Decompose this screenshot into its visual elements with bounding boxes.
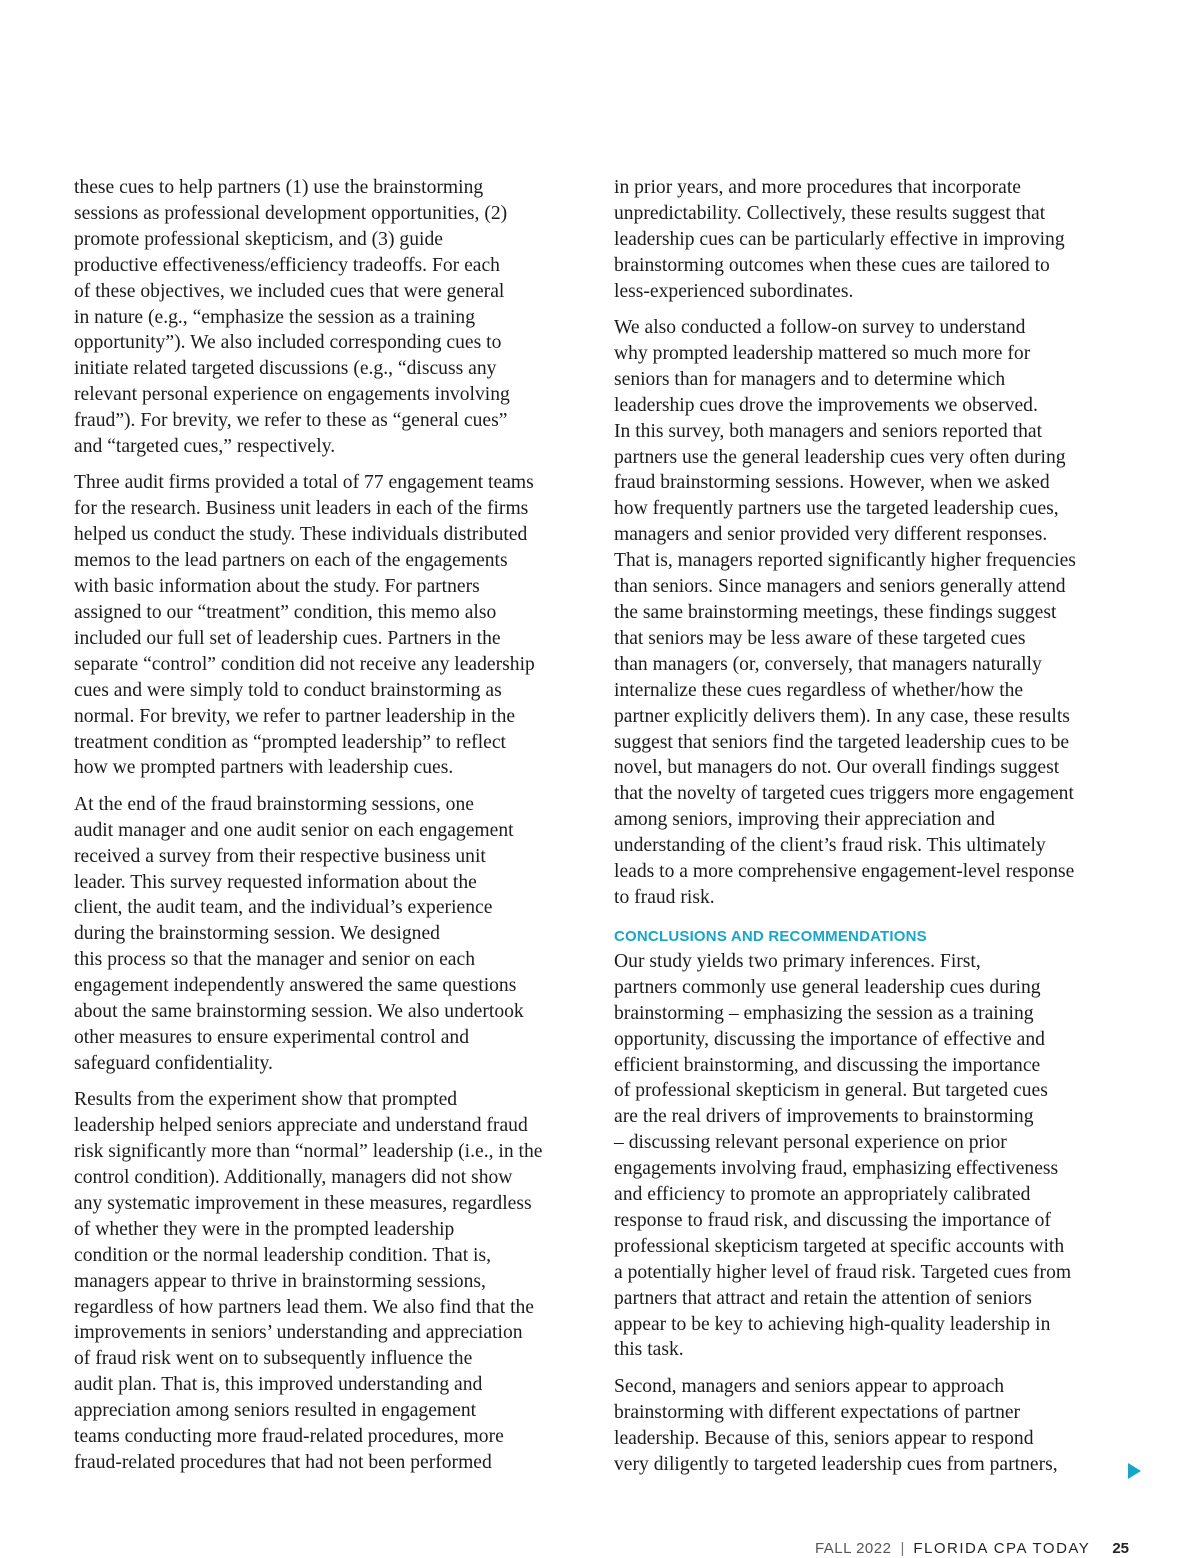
text-line: normal. For brevity, we refer to partner leadership in the [74,705,516,727]
text-line: less-experienced subordinates. [614,280,854,302]
text-line: leader. This survey requested information about the [74,871,477,893]
right-column-bottom [614,949,1136,1478]
text-line: engagements involving fraud, emphasizing effectiveness [614,1158,1059,1180]
text-line: fraud-related procedures that had not been performed [74,1452,492,1473]
text-line: with basic information about the study. For partners [74,576,480,598]
text-line: improvements in seniors’ understanding and appreciation [74,1322,523,1344]
text-line: Results from the experiment show that prompted [74,1089,458,1111]
text-line: leads to a more comprehensive engagement-level response [614,861,1075,883]
text-line: during the brainstorming session. We designed [74,923,440,945]
text-line: cues and were simply told to conduct brainstorming as [74,679,502,701]
page-footer [815,1540,1129,1557]
right-column [614,175,1136,1488]
text-line: partner explicitly delivers them). In any case, these results [614,705,1070,727]
text-line: helped us conduct the study. These individuals distributed [74,524,528,546]
text-line: of these objectives, we included cues that were general [74,280,505,302]
text-line: that the novelty of targeted cues triggers more engagement [614,783,1074,805]
text-line: than seniors. Since managers and seniors generally attend [614,576,1066,598]
paragraph [74,792,596,1077]
section-heading: CONCLUSIONS AND RECOMMENDATIONS [614,927,927,945]
text-line: in nature (e.g., “emphasize the session as a training [74,306,475,328]
text-line: this task. [614,1339,684,1361]
footer-separator: | [900,1540,905,1557]
text-line: other measures to ensure experimental control and [74,1027,469,1048]
text-line: in prior years, and more procedures that incorporate [614,177,1021,198]
page-number: 25 [1112,1540,1129,1557]
text-line: suggest that seniors find the targeted leadership cues to be [614,731,1070,753]
text-line: – discussing relevant personal experience on prior [614,1132,1007,1154]
text-line: We also conducted a follow-on survey to understand [614,317,1026,339]
text-line: treatment condition as “prompted leadership” to reflect [74,731,506,753]
paragraph [614,315,1136,911]
text-line: assigned to our “treatment” condition, this memo also [74,602,497,623]
text-line: partners that attract and retain the attention of seniors [614,1287,1032,1309]
text-line: client, the audit team, and the individual’s experience [74,897,493,919]
text-line: response to fraud risk, and discussing the importance of [614,1209,1051,1231]
text-line: to fraud risk. [614,886,715,908]
text-line: fraud brainstorming sessions. However, when we asked [614,472,1050,494]
left-column [74,175,596,1486]
paragraph [614,949,1136,1364]
text-line: than managers (or, conversely, that managers naturally [614,653,1042,675]
text-line: Our study yields two primary inferences. First, [614,950,981,972]
text-line: very diligently to targeted leadership cues from partners, [614,1453,1058,1475]
text-line: productive effectiveness/efficiency tradeoffs. For each [74,254,500,276]
text-line: teams conducting more fraud-related procedures, more [74,1426,504,1448]
text-line: audit manager and one audit senior on each engagement [74,819,514,841]
text-line: brainstorming – emphasizing the session as a training [614,1002,1034,1024]
text-line: Second, managers and seniors appear to approach [614,1375,1005,1397]
text-line: unpredictability. Collectively, these results suggest that [614,202,1046,224]
text-line: leadership helped seniors appreciate and understand fraud [74,1115,528,1137]
text-line: safeguard confidentiality. [74,1052,273,1074]
text-line: and “targeted cues,” respectively. [74,436,336,458]
text-line: that seniors may be less aware of these targeted cues [614,627,1026,649]
text-line: the same brainstorming meetings, these findings suggest [614,602,1057,623]
text-line: partners use the general leadership cues very often during [614,446,1066,468]
text-line: brainstorming outcomes when these cues are tailored to [614,254,1050,276]
paragraph [74,1087,596,1476]
text-line: received a survey from their respective business unit [74,845,486,867]
continue-arrow-icon [1128,1463,1141,1479]
text-line: At the end of the fraud brainstorming sessions, one [74,793,474,815]
text-line: of professional skepticism in general. But targeted cues [614,1080,1048,1102]
text-line: regardless of how partners lead them. We also find that the [74,1296,535,1318]
text-line: leadership. Because of this, seniors appear to respond [614,1427,1034,1449]
text-line: memos to the lead partners on each of the engagements [74,550,508,572]
text-line: for the research. Business unit leaders in each of the firms [74,498,529,520]
text-line: of whether they were in the prompted leadership [74,1218,455,1240]
text-line: opportunity, discussing the importance of effective and [614,1028,1045,1050]
magazine-title: FLORIDA CPA TODAY [913,1540,1091,1557]
text-line: these cues to help partners (1) use the brainstorming [74,177,484,198]
text-line: appear to be key to achieving high-quality leadership in [614,1313,1051,1335]
text-line: a potentially higher level of fraud risk. Targeted cues from [614,1261,1072,1283]
text-line: how frequently partners use the targeted leadership cues, [614,498,1059,520]
text-line: this process so that the manager and senior on each [74,949,476,971]
text-line: internalize these cues regardless of whether/how the [614,679,1024,701]
text-line: understanding of the client’s fraud risk. This ultimately [614,835,1046,857]
text-line: partners commonly use general leadership cues during [614,976,1041,998]
text-line: audit plan. That is, this improved understanding and [74,1374,483,1396]
text-line: separate “control” condition did not receive any leadership [74,653,535,675]
text-line: condition or the normal leadership condition. That is, [74,1244,492,1266]
text-line: leadership cues can be particularly effective in improving [614,228,1065,250]
text-line: professional skepticism targeted at specific accounts with [614,1235,1065,1257]
text-line: appreciation among seniors resulted in engagement [74,1400,477,1422]
issue-season: FALL 2022 [814,1540,892,1557]
text-line: initiate related targeted discussions (e.g., “discuss any [74,358,497,380]
paragraph [614,175,1136,305]
text-line: promote professional skepticism, and (3) guide [74,228,443,250]
text-line: novel, but managers do not. Our overall findings suggest [614,757,1060,779]
paragraph [74,175,596,460]
right-column-top [614,175,1136,911]
text-line: managers and senior provided very different responses. [614,524,1048,546]
text-line: any systematic improvement in these measures, regardless [74,1192,532,1214]
text-line: and efficiency to promote an appropriately calibrated [614,1184,1031,1206]
paragraph [74,470,596,781]
text-line: about the same brainstorming session. We also undertook [74,1001,524,1023]
text-line: opportunity”). We also included corresponding cues to [74,332,502,354]
text-line: fraud”). For brevity, we refer to these as “general cues” [74,410,508,432]
text-line: included our full set of leadership cues. Partners in the [74,627,501,649]
text-line: relevant personal experience on engagements involving [74,384,510,406]
text-line: Three audit firms provided a total of 77 engagement teams [74,472,534,494]
text-line: leadership cues drove the improvements we observed. [614,394,1038,416]
text-line: efficient brainstorming, and discussing the importance [614,1054,1041,1076]
text-line: seniors than for managers and to determine which [614,368,1006,390]
text-line: of fraud risk went on to subsequently influence the [74,1348,473,1370]
text-line: risk significantly more than “normal” leadership (i.e., in the [74,1141,543,1163]
text-line: sessions as professional development opportunities, (2) [74,202,508,224]
text-line: That is, managers reported significantly higher frequencies [614,550,1076,572]
text-line: In this survey, both managers and seniors reported that [614,420,1043,442]
text-line: how we prompted partners with leadership cues. [74,757,454,779]
text-line: control condition). Additionally, managers did not show [74,1167,513,1189]
paragraph [614,1374,1136,1478]
text-line: engagement independently answered the same questions [74,975,517,997]
text-line: why prompted leadership mattered so much more for [614,342,1031,364]
text-line: among seniors, improving their appreciation and [614,809,995,831]
text-line: managers appear to thrive in brainstorming sessions, [74,1270,486,1292]
text-line: are the real drivers of improvements to brainstorming [614,1106,1034,1128]
text-line: brainstorming with different expectations of partner [614,1401,1021,1423]
